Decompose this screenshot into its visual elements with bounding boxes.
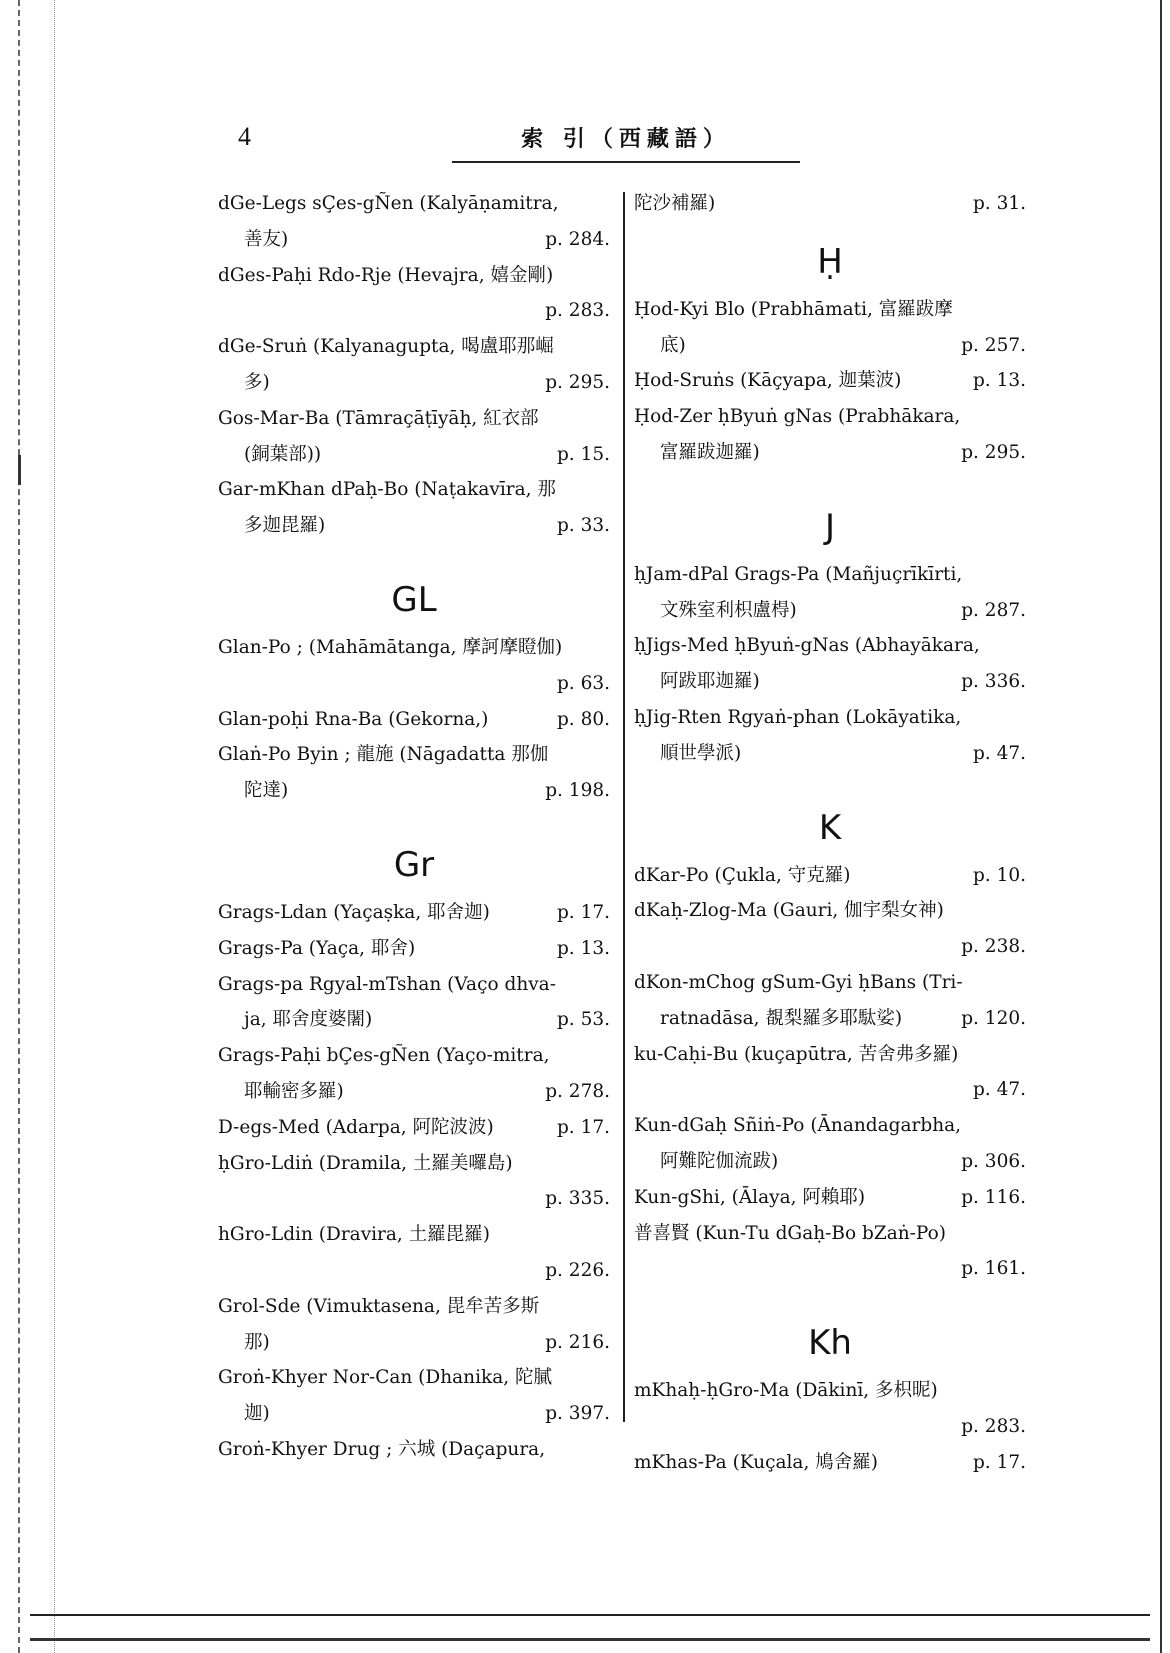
entry-text: ḥJig-Rten Rgyaṅ-phan (Lokāyatika, [634, 706, 962, 728]
entry-text: ratnadāsa, 覩梨羅多耶駄娑) [660, 1007, 903, 1029]
section-heading: Kh [808, 1323, 852, 1364]
index-entry [634, 1180, 1026, 1216]
page-reference: p. 17. [556, 1116, 610, 1138]
entry-line [634, 736, 1026, 772]
index-entry [634, 1373, 1026, 1445]
entry-line [218, 258, 610, 294]
entry-text: Kun-dGaḥ Sñiṅ-Po (Ānandagarbha, [634, 1115, 962, 1137]
page-reference: p. 63. [556, 672, 610, 694]
index-entry [218, 895, 610, 931]
index-entry [634, 292, 1026, 364]
entry-line [218, 1253, 610, 1289]
entry-text: Kun-gShi, (Ālaya, 阿賴耶) [634, 1186, 866, 1208]
entry-text: D-egs-Med (Adarpa, 阿陀波波) [218, 1116, 494, 1138]
entry-text: 普喜賢 (Kun-Tu dGaḥ-Bo bZaṅ-Po) [634, 1222, 946, 1244]
entry-text: 多) [244, 371, 270, 393]
entry-text: ja, 耶舍度婆闍) [244, 1009, 373, 1031]
index-entry [218, 329, 610, 401]
index-entry [634, 1108, 1026, 1180]
index-entry [634, 965, 1026, 1037]
page-reference: p. 306. [961, 1150, 1026, 1172]
entry-line [218, 186, 610, 222]
scan-mark [18, 455, 21, 485]
entry-line [218, 365, 610, 401]
entry-text: 順世學派) [660, 742, 742, 764]
entry-line [218, 1002, 610, 1038]
entry-line [218, 293, 610, 329]
entry-text: mKhas-Pa (Kuçala, 鳩舍羅) [634, 1451, 878, 1473]
entry-line [634, 593, 1026, 629]
entry-text: dGe-Legs sÇes-gÑen (Kalyāṇamitra, [218, 193, 559, 214]
page-reference: p. 47. [972, 1079, 1026, 1101]
entry-text: 多迦毘羅) [244, 515, 326, 537]
entry-text: ḥJigs-Med ḥByuṅ-gNas (Abhayākara, [634, 635, 980, 657]
entry-text: 善友) [244, 228, 289, 250]
entry-line [634, 328, 1026, 364]
scan-left-edge [18, 0, 55, 1653]
page-reference: p. 238. [961, 936, 1026, 958]
entry-line [634, 399, 1026, 435]
entry-text: Gos-Mar-Ba (Tāmraçāṭīyāḥ, 紅衣部 [218, 407, 539, 429]
section-heading: Gr [393, 844, 435, 885]
entry-line [634, 292, 1026, 328]
entry-text: 富羅跋迦羅) [660, 441, 760, 463]
entry-line [218, 1289, 610, 1325]
index-entry [218, 967, 610, 1039]
page-reference: p. 287. [961, 599, 1026, 621]
page-reference: p. 278. [545, 1080, 610, 1102]
running-head: 索 引（西藏語） [452, 122, 800, 163]
entry-text: 那) [244, 1331, 270, 1353]
entry-text: dKar-Po (Çukla, 守克羅) [634, 864, 851, 886]
page-reference: p. 13. [556, 937, 610, 959]
index-entry [634, 893, 1026, 965]
entry-line [218, 630, 610, 666]
entry-text: Glan-poḥi Rna-Ba (Gekorna,) [218, 708, 489, 730]
entry-line [634, 965, 1026, 1001]
index-entry [218, 1110, 610, 1146]
page-reference: p. 33. [556, 515, 610, 537]
entry-line [218, 1217, 610, 1253]
entry-line [634, 1072, 1026, 1108]
index-entry [634, 858, 1026, 894]
page-reference: p. 216. [545, 1331, 610, 1353]
page-reference: p. 80. [556, 708, 610, 730]
entry-line [218, 222, 610, 258]
index-entry [218, 931, 610, 967]
entry-text: ḥGro-Ldiṅ (Dramila, 土羅美囉島) [218, 1152, 513, 1174]
page-reference: p. 295. [545, 371, 610, 393]
entry-line [634, 435, 1026, 471]
page-reference: p. 335. [545, 1188, 610, 1210]
entry-line [218, 773, 610, 809]
entry-text: Grags-Pa (Yaça, 耶舍) [218, 937, 416, 959]
entry-line [218, 895, 610, 931]
entry-line [634, 1409, 1026, 1445]
entry-line [218, 472, 610, 508]
page-reference: p. 283. [961, 1415, 1026, 1437]
entry-line [634, 1001, 1026, 1037]
section-heading: GL [391, 579, 437, 620]
index-entry [634, 1445, 1026, 1481]
page-reference: p. 116. [961, 1186, 1026, 1208]
page-reference: p. 17. [972, 1451, 1026, 1473]
column-divider [623, 192, 625, 1422]
entry-line [218, 401, 610, 437]
index-entry [218, 472, 610, 544]
index-entry [634, 1037, 1026, 1109]
index-entry [218, 1360, 610, 1432]
page-reference: p. 397. [545, 1403, 610, 1425]
index-entry [218, 630, 610, 702]
entry-text: 迦) [244, 1403, 270, 1425]
entry-text: 阿難陀伽流跋) [660, 1150, 779, 1172]
entry-line [634, 628, 1026, 664]
section-heading: K [818, 807, 842, 848]
entry-text: Grol-Sde (Vimuktasena, 毘牟苦多斯 [218, 1295, 540, 1317]
index-entry [634, 1216, 1026, 1288]
entry-line [634, 858, 1026, 894]
entry-line [634, 700, 1026, 736]
entry-text: dGes-Paḥi Rdo-Rje (Hevajra, 嬉金剛) [218, 264, 554, 286]
entry-text: Glan-Po ; (Mahāmātanga, 摩訶摩瞪伽) [218, 636, 563, 658]
page-reference: p. 161. [961, 1258, 1026, 1280]
entry-line [634, 1144, 1026, 1180]
index-entry [218, 186, 610, 258]
entry-text: 底) [660, 334, 686, 356]
entry-line [218, 437, 610, 473]
entry-text: Grags-pa Rgyal-mTshan (Vaço dhva- [218, 973, 556, 995]
left-column [218, 186, 610, 1468]
page-number: 4 [238, 122, 251, 151]
entry-line [634, 186, 1026, 222]
entry-line [218, 1110, 610, 1146]
entry-text: 文殊室利枳盧棏) [660, 599, 797, 621]
right-column [634, 186, 1026, 1481]
index-entry [218, 401, 610, 473]
entry-text: Grags-Ldan (Yaçaṣka, 耶舍迦) [218, 901, 490, 923]
section-heading: Ḥ [817, 241, 843, 282]
entry-line [218, 1360, 610, 1396]
entry-line [634, 1108, 1026, 1144]
entry-line [218, 1325, 610, 1361]
entry-line [218, 1432, 610, 1468]
entry-line [634, 1216, 1026, 1252]
page-reference: p. 226. [545, 1259, 610, 1281]
page-reference: p. 198. [545, 780, 610, 802]
entry-line [218, 1074, 610, 1110]
entry-line [218, 737, 610, 773]
page-reference: p. 120. [961, 1007, 1026, 1029]
index-entry [634, 399, 1026, 471]
page-reference: p. 17. [556, 901, 610, 923]
scan-bottom-edge [30, 1614, 1150, 1641]
entry-line [218, 1146, 610, 1182]
entry-text: ḥJam-dPal Grags-Pa (Mañjuçrīkīrti, [634, 563, 963, 585]
index-entry [634, 628, 1026, 700]
entry-line [634, 1180, 1026, 1216]
entry-text: Glaṅ-Po Byin ; 龍施 (Nāgadatta 那伽 [218, 744, 549, 766]
entry-text: 耶輸密多羅) [244, 1080, 344, 1102]
entry-text: Ḥod-Zer ḥByuṅ gNas (Prabhākara, [634, 406, 961, 428]
page-reference: p. 15. [556, 443, 610, 465]
entry-line [634, 557, 1026, 593]
entry-line [634, 893, 1026, 929]
page-reference: p. 53. [556, 1009, 610, 1031]
entry-text: mKhaḥ-ḥGro-Ma (Dākinī, 多枳昵) [634, 1380, 938, 1402]
entry-line [634, 664, 1026, 700]
entry-line [634, 1445, 1026, 1481]
entry-line [634, 363, 1026, 399]
page-reference: p. 10. [972, 864, 1026, 886]
entry-text: Ḥod-Sruṅs (Kāçyapa, 迦葉波) [634, 370, 902, 392]
index-entry [218, 737, 610, 809]
index-entry [218, 1146, 610, 1218]
entry-line [218, 1396, 610, 1432]
entry-text: dGe-Sruṅ (Kalyanagupta, 喝盧耶那崛 [218, 336, 554, 358]
entry-text: Ḥod-Kyi Blo (Prabhāmati, 富羅跋摩 [634, 298, 953, 320]
page-reference: p. 257. [961, 334, 1026, 356]
entry-line [218, 1038, 610, 1074]
index-entry [218, 1217, 610, 1289]
section-heading: J [824, 506, 836, 547]
page-reference: p. 336. [961, 671, 1026, 693]
entry-text: hGro-Ldin (Dravira, 土羅毘羅) [218, 1224, 490, 1246]
page-reference: p. 295. [961, 441, 1026, 463]
entry-text: Gar-mKhan dPaḥ-Bo (Naṭakavīra, 那 [218, 479, 556, 501]
index-entry [218, 1038, 610, 1110]
entry-text: ku-Caḥi-Bu (kuçapūtra, 苦舍弗多羅) [634, 1043, 959, 1065]
page-reference: p. 47. [972, 742, 1026, 764]
entry-line [218, 508, 610, 544]
scan-right-edge [1157, 0, 1162, 1653]
entry-text: Grags-Paḥi bÇes-gÑen (Yaço-mitra, [218, 1045, 550, 1067]
index-entry [634, 363, 1026, 399]
page-reference: p. 31. [972, 193, 1026, 214]
entry-text: 陀沙補羅) [634, 193, 716, 214]
index-entry [218, 258, 610, 330]
index-entry [634, 700, 1026, 772]
entry-line [634, 929, 1026, 965]
index-entry [218, 1432, 610, 1468]
entry-text: Groṅ-Khyer Drug ; 六城 (Daçapura, [218, 1438, 546, 1460]
index-entry [218, 702, 610, 738]
entry-line [218, 666, 610, 702]
entry-text: dKon-mChog gSum-Gyi ḥBans (Tri- [634, 971, 963, 993]
entry-text: (銅葉部)) [244, 443, 322, 465]
entry-line [218, 329, 610, 365]
entry-line [634, 1251, 1026, 1287]
entry-line [218, 931, 610, 967]
entry-text: Groṅ-Khyer Nor-Can (Dhanika, 陀膩 [218, 1367, 553, 1389]
entry-text: 陀達) [244, 780, 289, 802]
page-reference: p. 284. [545, 228, 610, 250]
index-entry [634, 186, 1026, 222]
entry-line [634, 1373, 1026, 1409]
page-reference: p. 283. [545, 300, 610, 322]
entry-line [218, 967, 610, 1003]
entry-text: 阿跋耶迦羅) [660, 671, 760, 693]
entry-text: dKaḥ-Zlog-Ma (Gauri, 伽宇梨女神) [634, 900, 944, 922]
index-entry [218, 1289, 610, 1361]
entry-line [218, 1181, 610, 1217]
index-entry [634, 557, 1026, 629]
entry-line [218, 702, 610, 738]
page-reference: p. 13. [972, 370, 1026, 392]
entry-line [634, 1037, 1026, 1073]
